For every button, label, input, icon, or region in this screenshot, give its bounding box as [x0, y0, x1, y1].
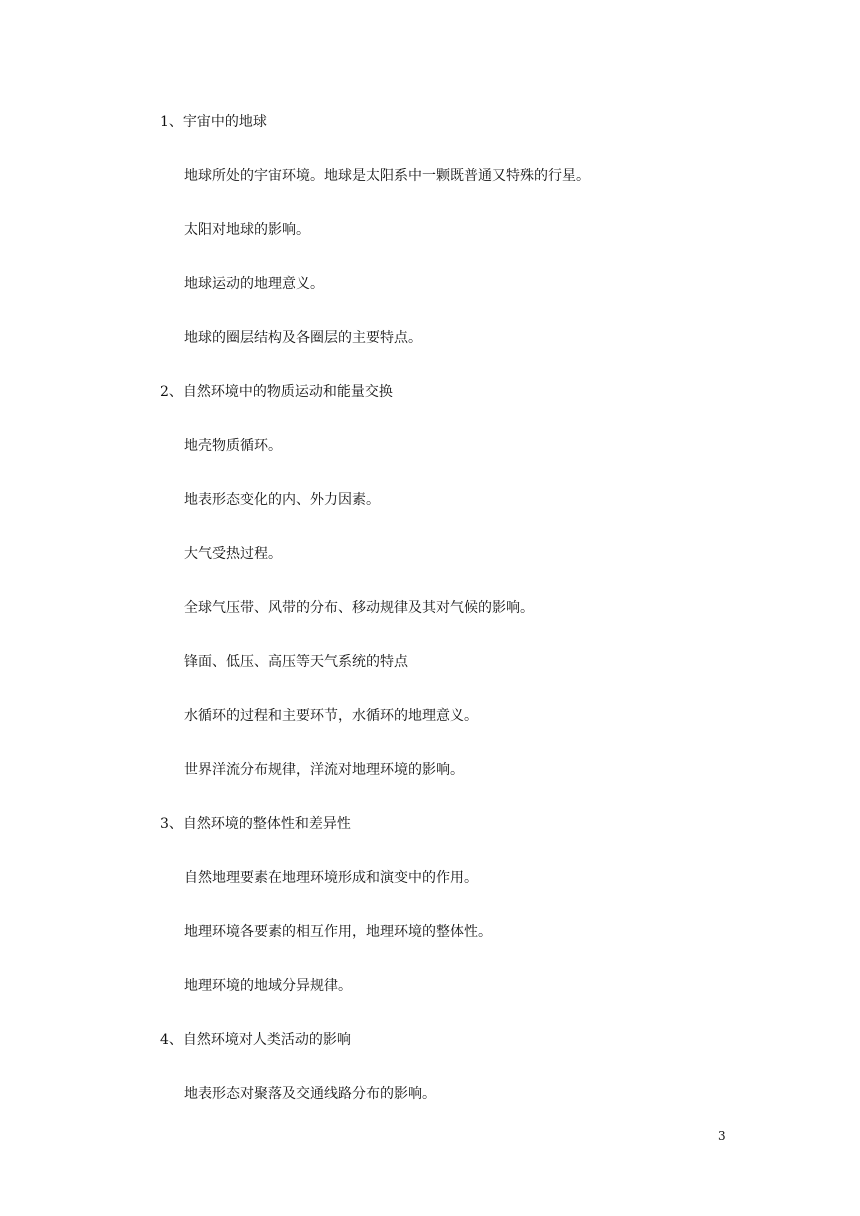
section-heading-4: 4、自然环境对人类活动的影响	[160, 1032, 351, 1048]
section-1-item-1: 地球所处的宇宙环境。地球是太阳系中一颗既普通又特殊的行星。	[184, 168, 590, 184]
section-1-item-3: 地球运动的地理意义。	[184, 276, 324, 292]
section-3-item-3: 地理环境的地域分异规律。	[184, 978, 352, 994]
section-3-item-2: 地理环境各要素的相互作用，地理环境的整体性。	[184, 924, 492, 940]
section-2-item-1: 地壳物质循环。	[184, 438, 282, 454]
section-heading-2: 2、自然环境中的物质运动和能量交换	[160, 384, 393, 400]
section-2-item-6: 水循环的过程和主要环节，水循环的地理意义。	[184, 708, 478, 724]
section-2-item-5: 锋面、低压、高压等天气系统的特点	[184, 654, 408, 670]
section-2-item-7: 世界洋流分布规律，洋流对地理环境的影响。	[184, 762, 464, 778]
section-1-item-2: 太阳对地球的影响。	[184, 222, 310, 238]
section-2-item-4: 全球气压带、风带的分布、移动规律及其对气候的影响。	[184, 600, 534, 616]
section-3-item-1: 自然地理要素在地理环境形成和演变中的作用。	[184, 870, 478, 886]
section-heading-1: 1、宇宙中的地球	[160, 114, 267, 130]
section-4-item-1: 地表形态对聚落及交通线路分布的影响。	[184, 1086, 436, 1102]
section-2-item-2: 地表形态变化的内、外力因素。	[184, 492, 380, 508]
section-heading-3: 3、自然环境的整体性和差异性	[160, 816, 351, 832]
section-2-item-3: 大气受热过程。	[184, 546, 282, 562]
page-number: 3	[718, 1129, 726, 1143]
section-1-item-4: 地球的圈层结构及各圈层的主要特点。	[184, 330, 422, 346]
